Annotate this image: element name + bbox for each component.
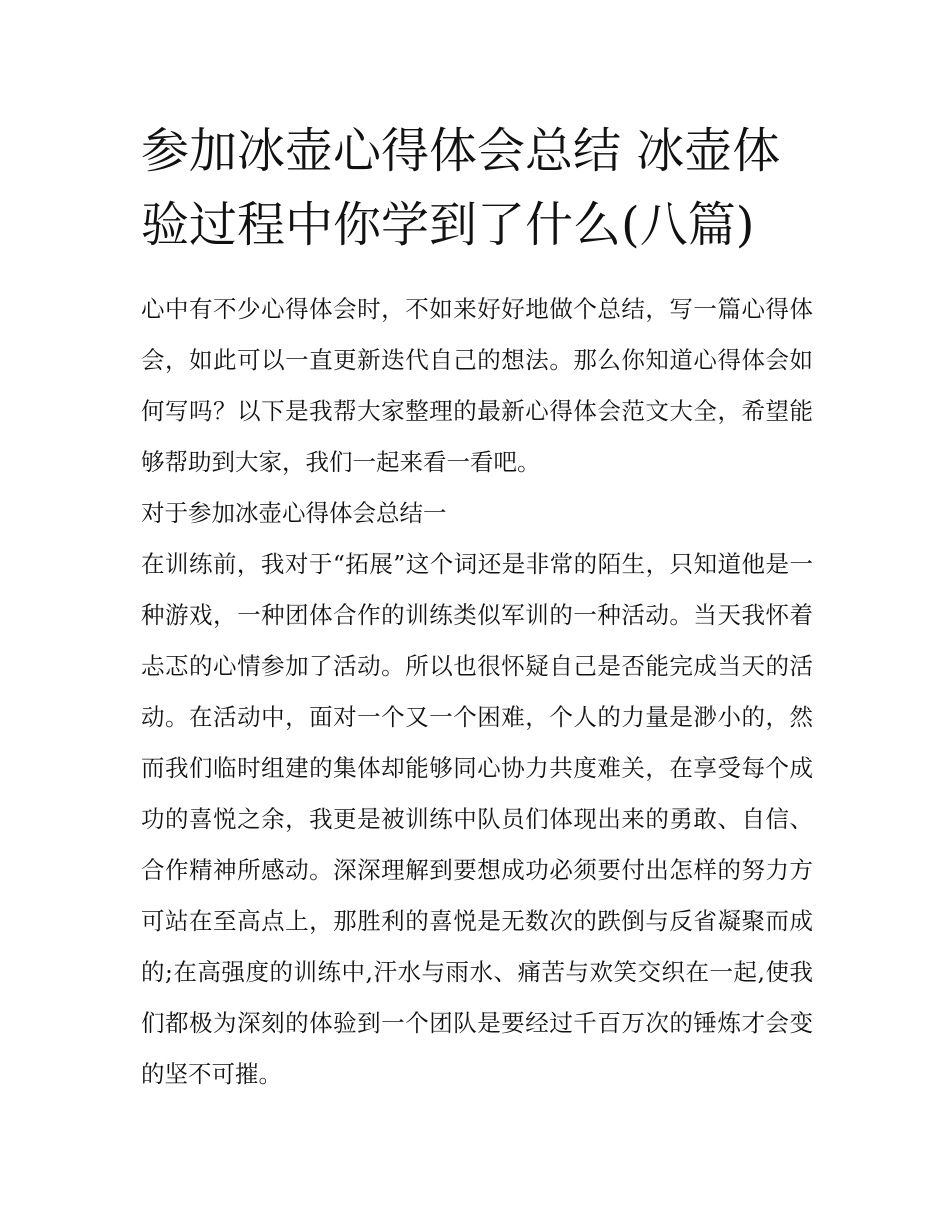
document-title: 参加冰壶心得体会总结 冰壶体验过程中你学到了什么(八篇) <box>141 123 781 253</box>
body-paragraph: 在训练前，我对于“拓展”这个词还是非常的陌生，只知道他是一种游戏，一种团体合作的训练类似军训的一种活动。当天我怀着忐忑的心情参加了活动。所以也很怀疑自己是否能完成当天的活动。在活动中，面对一个又一个困难，个人的力量是渺小的，然而我们临时组建的集体却能够同心协力共度难关，在享受每个成功的喜悦之余，我更是被训练中队员们体现出来的勇敢、自信、合作精神所感动。深深理解到要想成功必须要付出怎样的努力方可站在至高点上，那胜利的喜悦是无数次的跌倒与反省凝聚而成的;在高强度的训练中,汗水与雨水、痛苦与欢笑交织在一起,使我们都极为深刻的体验到一个团队是要经过千百万次的锤炼才会变的坚不可摧。 <box>141 550 813 1088</box>
intro-paragraph: 心中有不少心得体会时，不如来好好地做个总结，写一篇心得体会，如此可以一直更新迭代自己的想法。那么你知道心得体会如何写吗？以下是我帮大家整理的最新心得体会范文大全，希望能够帮助到大家，我们一起来看一看吧。 <box>141 295 813 476</box>
document-content <box>141 114 813 1100</box>
section-heading: 对于参加冰壶心得体会总结一 <box>141 499 447 527</box>
